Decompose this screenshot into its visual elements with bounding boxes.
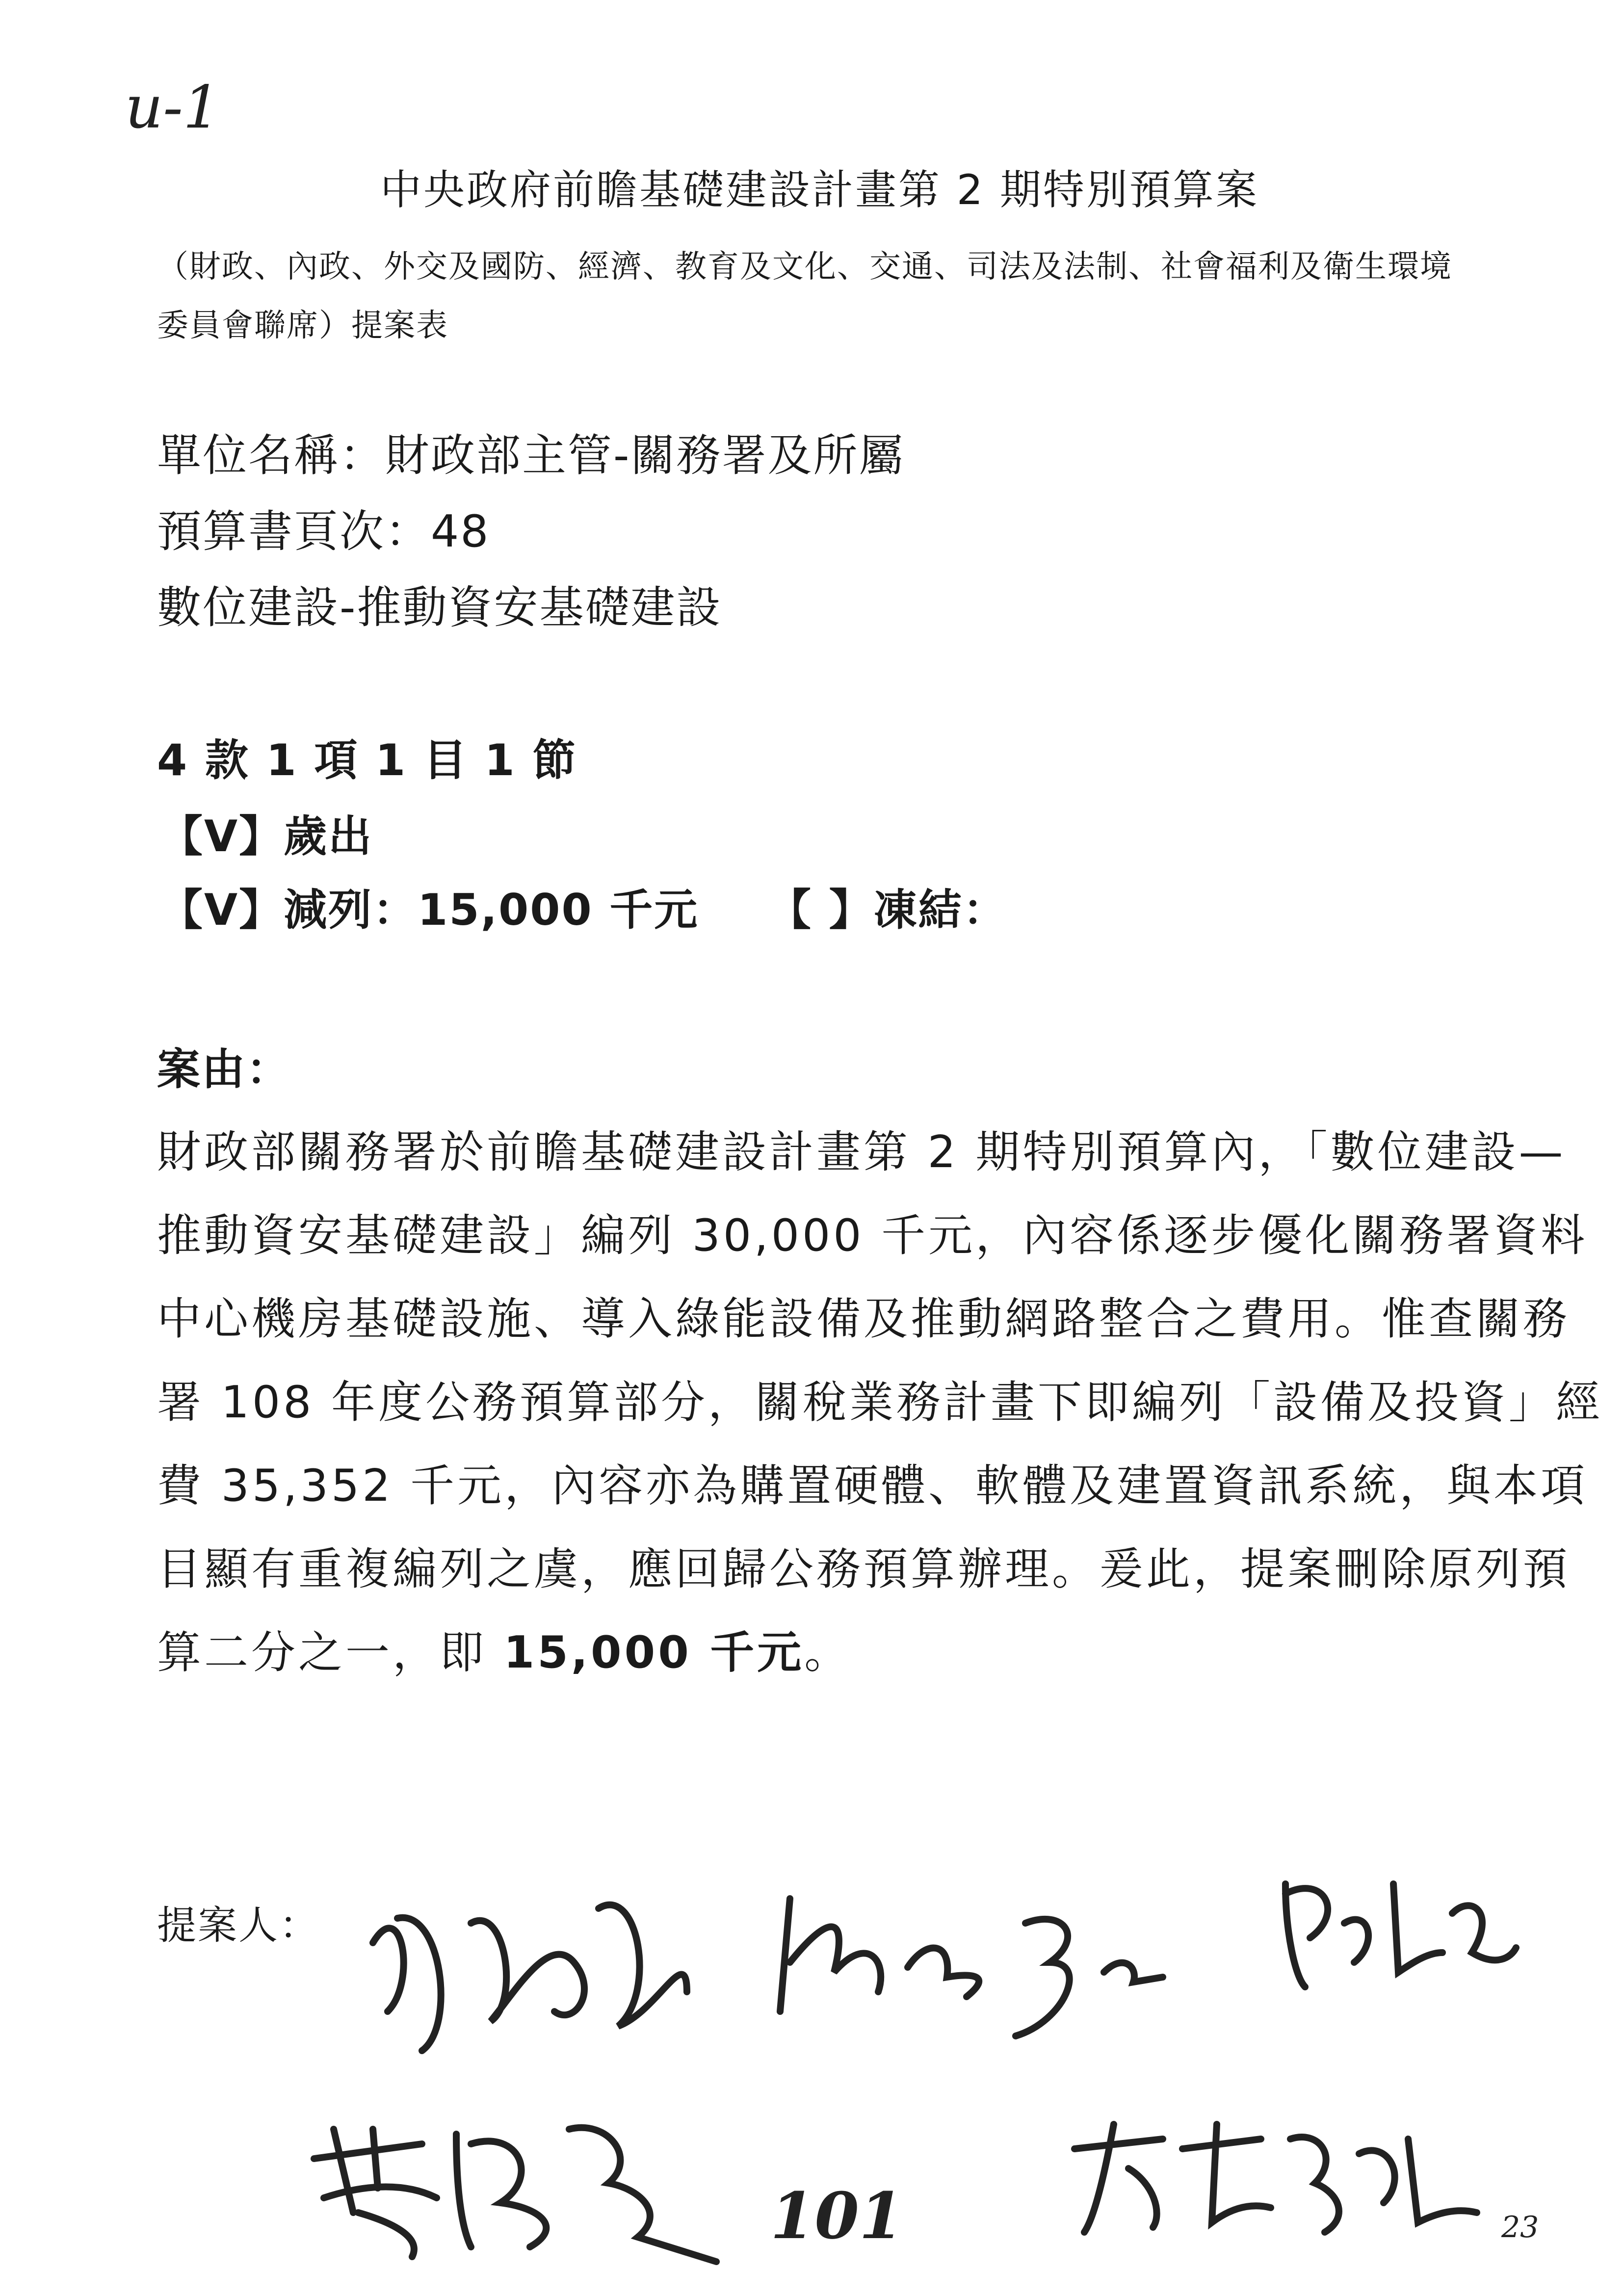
document-title: 中央政府前瞻基礎建設計畫第 2 期特別預算案: [380, 166, 1259, 214]
reason-line: 推動資安基礎建設」編列 30,000 千元，內容係逐步優化關務署資料: [157, 1210, 1588, 1261]
reason-line: 署 108 年度公務預算部分，關稅業務計畫下即編列「設備及投資」經: [157, 1377, 1603, 1428]
page-mark: u-1: [125, 74, 221, 142]
program-name: 數位建設-推動資安基礎建設: [157, 582, 722, 633]
reason-line: 目顯有重複編列之虞，應回歸公務預算辦理。爰此，提案刪除原列預: [157, 1543, 1570, 1595]
freeze-line: 【 】凍結：: [768, 885, 1008, 935]
reason-heading: 案由：: [157, 1044, 291, 1095]
signature-2: [760, 1864, 1251, 2061]
signature-1: [343, 1864, 716, 2070]
reduction-line: 【V】減列：15,000 千元: [159, 885, 699, 935]
reason-last-prefix: 算二分之一，即: [157, 1627, 504, 1678]
reason-last-line: [157, 1617, 851, 1680]
corner-note: 23: [1501, 2210, 1539, 2244]
budget-page-number: 預算書頁次：48: [157, 506, 490, 557]
reason-line: 中心機房基礎設施、導入綠能設備及推動網路整合之費用。惟查關務: [157, 1293, 1570, 1345]
expenditure-checkbox-label: 【V】歲出: [159, 811, 373, 861]
reason-last-suffix: 。: [804, 1627, 852, 1678]
signature-4: [294, 2100, 736, 2271]
reason-line: 費 35,352 千元，內容亦為購置硬體、軟體及建置資訊系統，與本項: [157, 1460, 1588, 1512]
reason-line: 財政部關務署於前瞻基礎建設計畫第 2 期特別預算內，「數位建設—: [157, 1126, 1566, 1178]
proposer-label: 提案人：: [157, 1903, 320, 1948]
committee-line-1: （財政、內政、外交及國防、經濟、教育及文化、交通、司法及法制、社會福利及衛生環境: [157, 249, 1452, 285]
reduction-amount: 15,000 千元: [503, 1627, 805, 1678]
unit-name: 單位名稱：財政部主管-關務署及所屬: [157, 430, 905, 481]
signature-5: [1055, 2110, 1496, 2247]
handwritten-number: 101: [770, 2178, 904, 2253]
budget-section: 4 款 1 項 1 目 1 節: [157, 735, 577, 785]
signature-3: [1266, 1854, 1521, 2011]
committee-line-2: 委員會聯席）提案表: [157, 308, 448, 344]
